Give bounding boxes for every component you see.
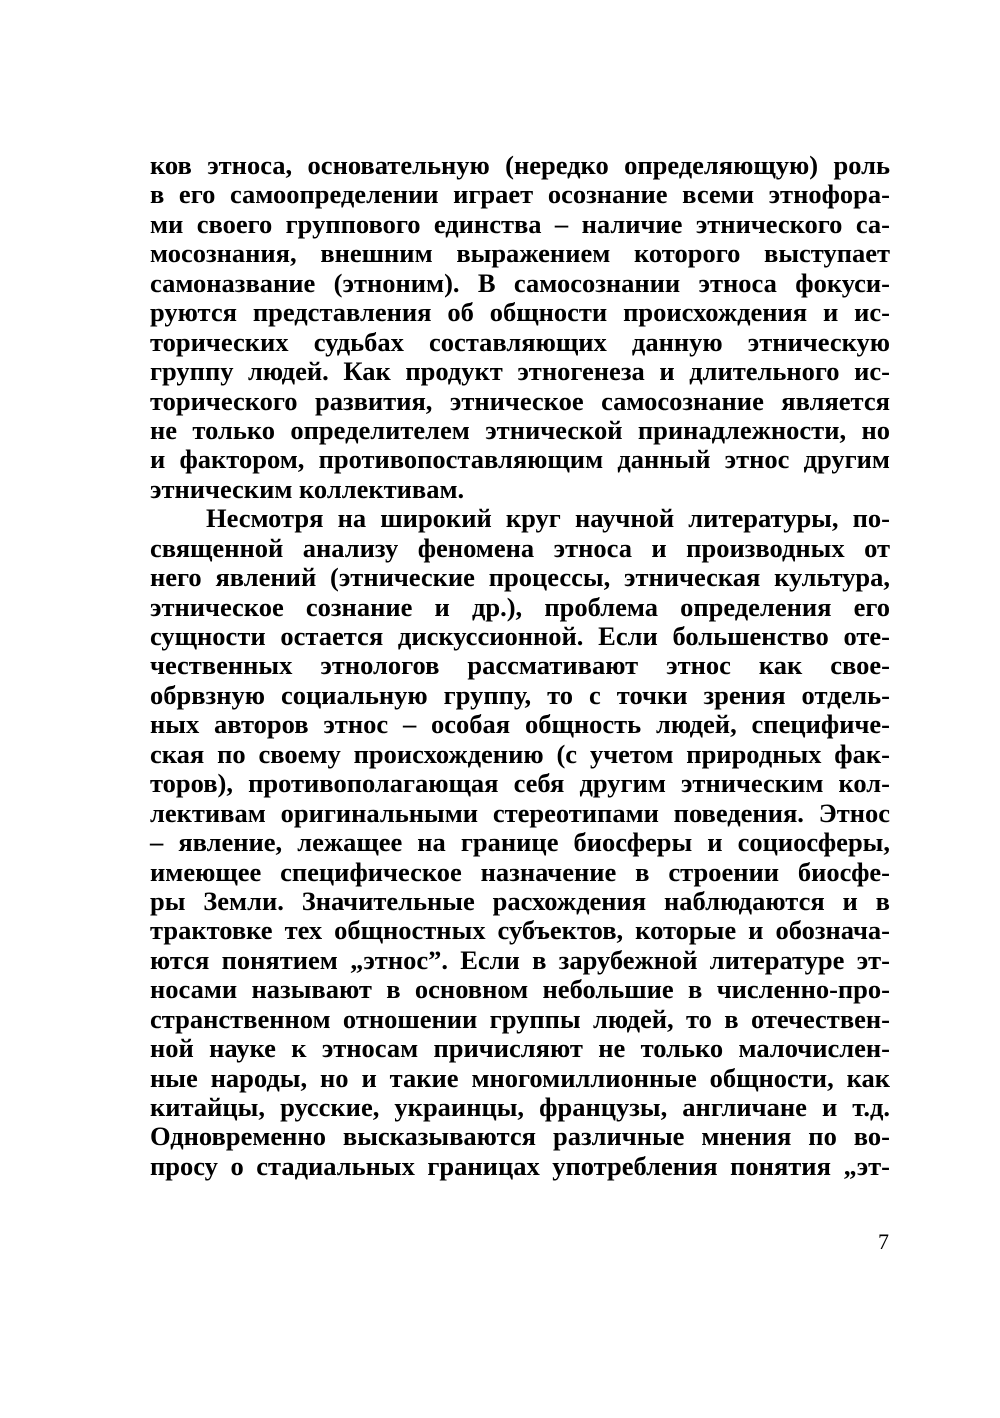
text-line: мосознания, внешним выражением которого выступает [150,238,890,269]
text-line: ми своего группового единства – наличие этнического са- [150,208,890,239]
text-line: ская по своему происхождению (с учетом природных фак- [150,738,890,769]
text-line: торов), противополагающая себя другим этническим кол- [150,768,890,799]
text-line: него явлений (этнические процессы, этническая культура, [150,562,890,593]
page-number: 7 [878,1229,889,1254]
text-line: китайцы, русские, украинцы, французы, англичане и т.д. [150,1092,890,1122]
text-line: – явление, лежащее на границе биосферы и социосферы, [150,827,890,858]
text-line: ные народы, но и такие многомиллионные общности, как [150,1062,890,1093]
text-line: обрвзную социальную группу, то с точки зрения отдель- [150,679,890,710]
text-line: носами называют в основном небольшие в численно-про- [150,974,890,1005]
text-line: торических судьбах составляющих данную этническую [150,326,890,357]
text-line: Несмотря на широкий круг научной литературы, по- [206,503,890,534]
body-text [150,151,890,1181]
text-line: Одновременно высказываются различные мнения по во- [150,1121,890,1152]
text-line: ной науке к этносам причисляют не только малочислен- [150,1033,890,1064]
text-line: ются понятием „этнос”. Если в зарубежной литературе эт- [150,944,890,975]
text-line: руются представления об общности происхождения и ис- [150,297,890,328]
text-line: этническим коллективам. [150,473,465,504]
text-line: просу о стадиальных границах употребления понятия „эт- [150,1150,890,1181]
text-line: ков этноса, основательную (нередко определяющую) роль [150,150,890,180]
text-line: трактовке тех общностных субъектов, которые и обознача- [150,915,890,946]
text-line: ры Земли. Значительные расхождения наблюдаются и в [150,885,890,916]
text-line: странственном отношении группы людей, то в отечествен- [150,1003,890,1034]
text-line: этническое сознание и др.), проблема определения его [150,591,890,622]
paragraph-2 [150,504,890,1181]
text-line: ных авторов этнос – особая общность людей, специфиче- [150,709,890,740]
text-line: имеющее специфическое назначение в строении биосфе- [150,856,890,887]
text-line: группу людей. Как продукт этногенеза и длительного ис- [150,356,890,387]
paragraph-1 [150,151,890,504]
text-line: самоназвание (этноним). В самосознании этноса фокуси- [150,267,890,298]
text-line: священной анализу феномена этноса и производных от [150,532,890,563]
text-line: торического развития, этническое самосознание является [150,385,890,416]
text-line: в его самоопределении играет осознание всеми этнофора- [150,179,890,210]
text-line: чественных этнологов рассмативают этнос как свое- [150,650,890,681]
text-line: лективам оригинальными стереотипами поведения. Этнос [150,797,890,828]
text-line: сущности остается дискуссионной. Если большенство оте- [150,621,890,651]
text-line: и фактором, противопоставляющим данный этнос другим [150,444,890,475]
text-line: не только определителем этнической принадлежности, но [150,414,890,445]
